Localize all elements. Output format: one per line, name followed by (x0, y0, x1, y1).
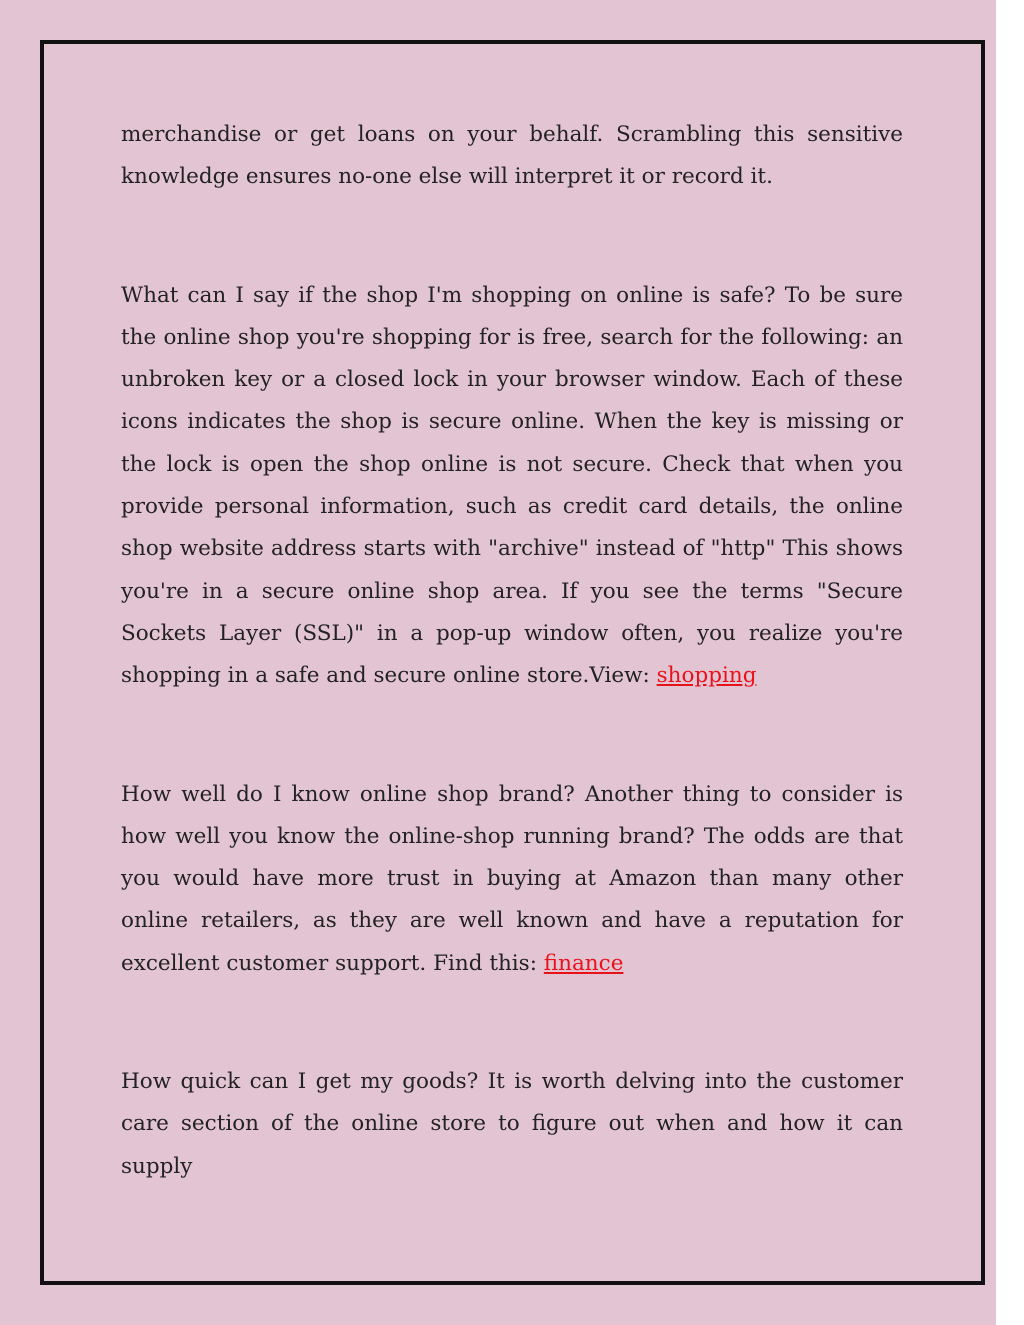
finance-link[interactable]: finance (543, 950, 624, 976)
shopping-link[interactable]: shopping (656, 663, 757, 689)
paragraph-safety-text: What can I say if the shop I'm shopping on online is safe? To be sure the online shop you're shopping for is free, search for the following: an unbroken key or a closed lock in your browser window. Each of these icons indicates the shop is secure online. When the key is missing or the lock is open the shop online is not secure. Check that when you provide personal information, such as credit card details, the online shop website address starts with "archive" instead of "http" This shows you're in a secure online shop area. If you see the terms "Secure Sockets Layer (SSL)" in a pop-up window often, you realize you're shopping in a safe and secure online store.View: (121, 282, 903, 689)
paragraph-spacer (121, 199, 903, 275)
paragraph-spacer (121, 698, 903, 774)
paragraph-brand-text: How well do I know online shop brand? Another thing to consider is how well you know the online-shop running brand? The odds are that you would have more trust in buying at Amazon than many other online retailers, as they are well known and have a reputation for excellent customer support. Find this: (121, 781, 903, 976)
paragraph-intro (121, 114, 903, 199)
paragraph-intro-text: merchandise or get loans on your behalf. Scrambling this sensitive knowledge ensures no-one else will interpret it or record it. (121, 122, 903, 190)
paragraph-delivery-text: How quick can I get my goods? It is worth delving into the customer care section of the online store to figure out when and how it can supply (121, 1069, 903, 1179)
paragraph-delivery (121, 1061, 903, 1188)
document-body (121, 114, 903, 1188)
paragraph-spacer (121, 985, 903, 1061)
paragraph-brand (121, 774, 903, 985)
paragraph-safety (121, 275, 903, 698)
